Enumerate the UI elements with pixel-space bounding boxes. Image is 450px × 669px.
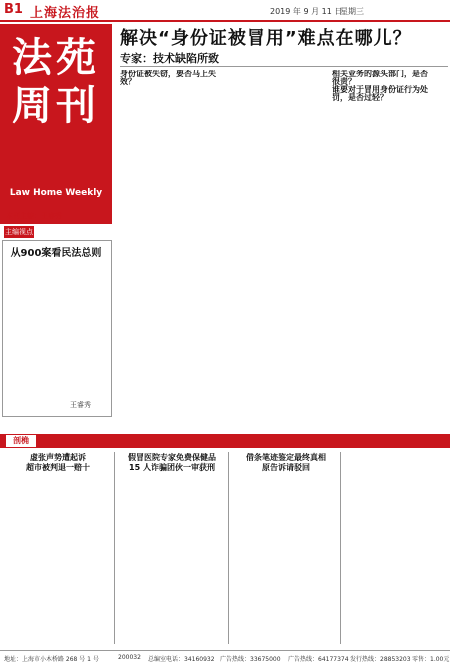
- footer-fax: 广告热线：64177374: [288, 656, 349, 663]
- section-heading-2: 相关业务的源头部门，是否很责？: [332, 70, 428, 86]
- subheadline: 专家：技术缺陷所致: [120, 52, 219, 65]
- story-title-2: 假冒医院专家免费保健品 15 人诈骗团伙一审获刑: [128, 453, 216, 472]
- paper-name: 上海法治报: [30, 6, 101, 21]
- article-column-1: [120, 70, 220, 432]
- story-divider: [114, 452, 115, 644]
- masthead-title: 法苑周刊: [12, 35, 100, 129]
- footer-dept: 总编室电话：34160932: [148, 656, 215, 663]
- story-body-3: [234, 478, 338, 643]
- masthead-english: Law Home Weekly: [9, 188, 103, 198]
- story-title-1: 虚张声势遭起诉 超市被判退一赔十: [26, 453, 90, 472]
- section-band: [0, 434, 450, 448]
- column-signature: 王睿秀: [70, 401, 91, 409]
- column-body: [6, 262, 106, 392]
- headline-rule: [120, 66, 448, 67]
- footer-price: 零售：1.00元: [412, 656, 450, 663]
- headline: 解决“身份证被冒用”难点在哪儿？: [120, 28, 412, 49]
- article-column-2: [226, 70, 326, 432]
- column-label: 主编视点: [5, 228, 33, 236]
- footer-zip: 200032: [118, 654, 141, 661]
- issue-date: 2019 年 9 月 11 日: [270, 7, 343, 16]
- footer-ads: 广告热线：33675000: [220, 656, 281, 663]
- story-divider: [340, 452, 341, 644]
- article-column-3: [332, 70, 432, 432]
- story-body-4: [344, 478, 448, 643]
- footer-address: 地址：上海市小木桥路 268 号 1 号: [4, 656, 99, 663]
- page-number: B1: [4, 2, 23, 17]
- section-heading-3: 谁要对于冒用身份证行为处罚，是否过轻？: [332, 85, 428, 102]
- issue-day: 星期三: [340, 7, 364, 16]
- story-divider: [228, 452, 229, 644]
- story-body-2: [120, 478, 224, 643]
- section-band-label: 剖桷: [6, 435, 36, 447]
- column-title: 从900案看民法总则: [10, 248, 102, 259]
- story-body-1: [6, 478, 110, 643]
- story-title-3: 借条笔迹鉴定最终真相 原告诉请驳回: [246, 453, 326, 472]
- footer-issue: 发行热线：28853203: [350, 656, 411, 663]
- masthead-editor: 本刊主编：王睿秀: [6, 212, 62, 220]
- section-heading-1: 身份证被失窃，要否马上失效？: [120, 70, 216, 86]
